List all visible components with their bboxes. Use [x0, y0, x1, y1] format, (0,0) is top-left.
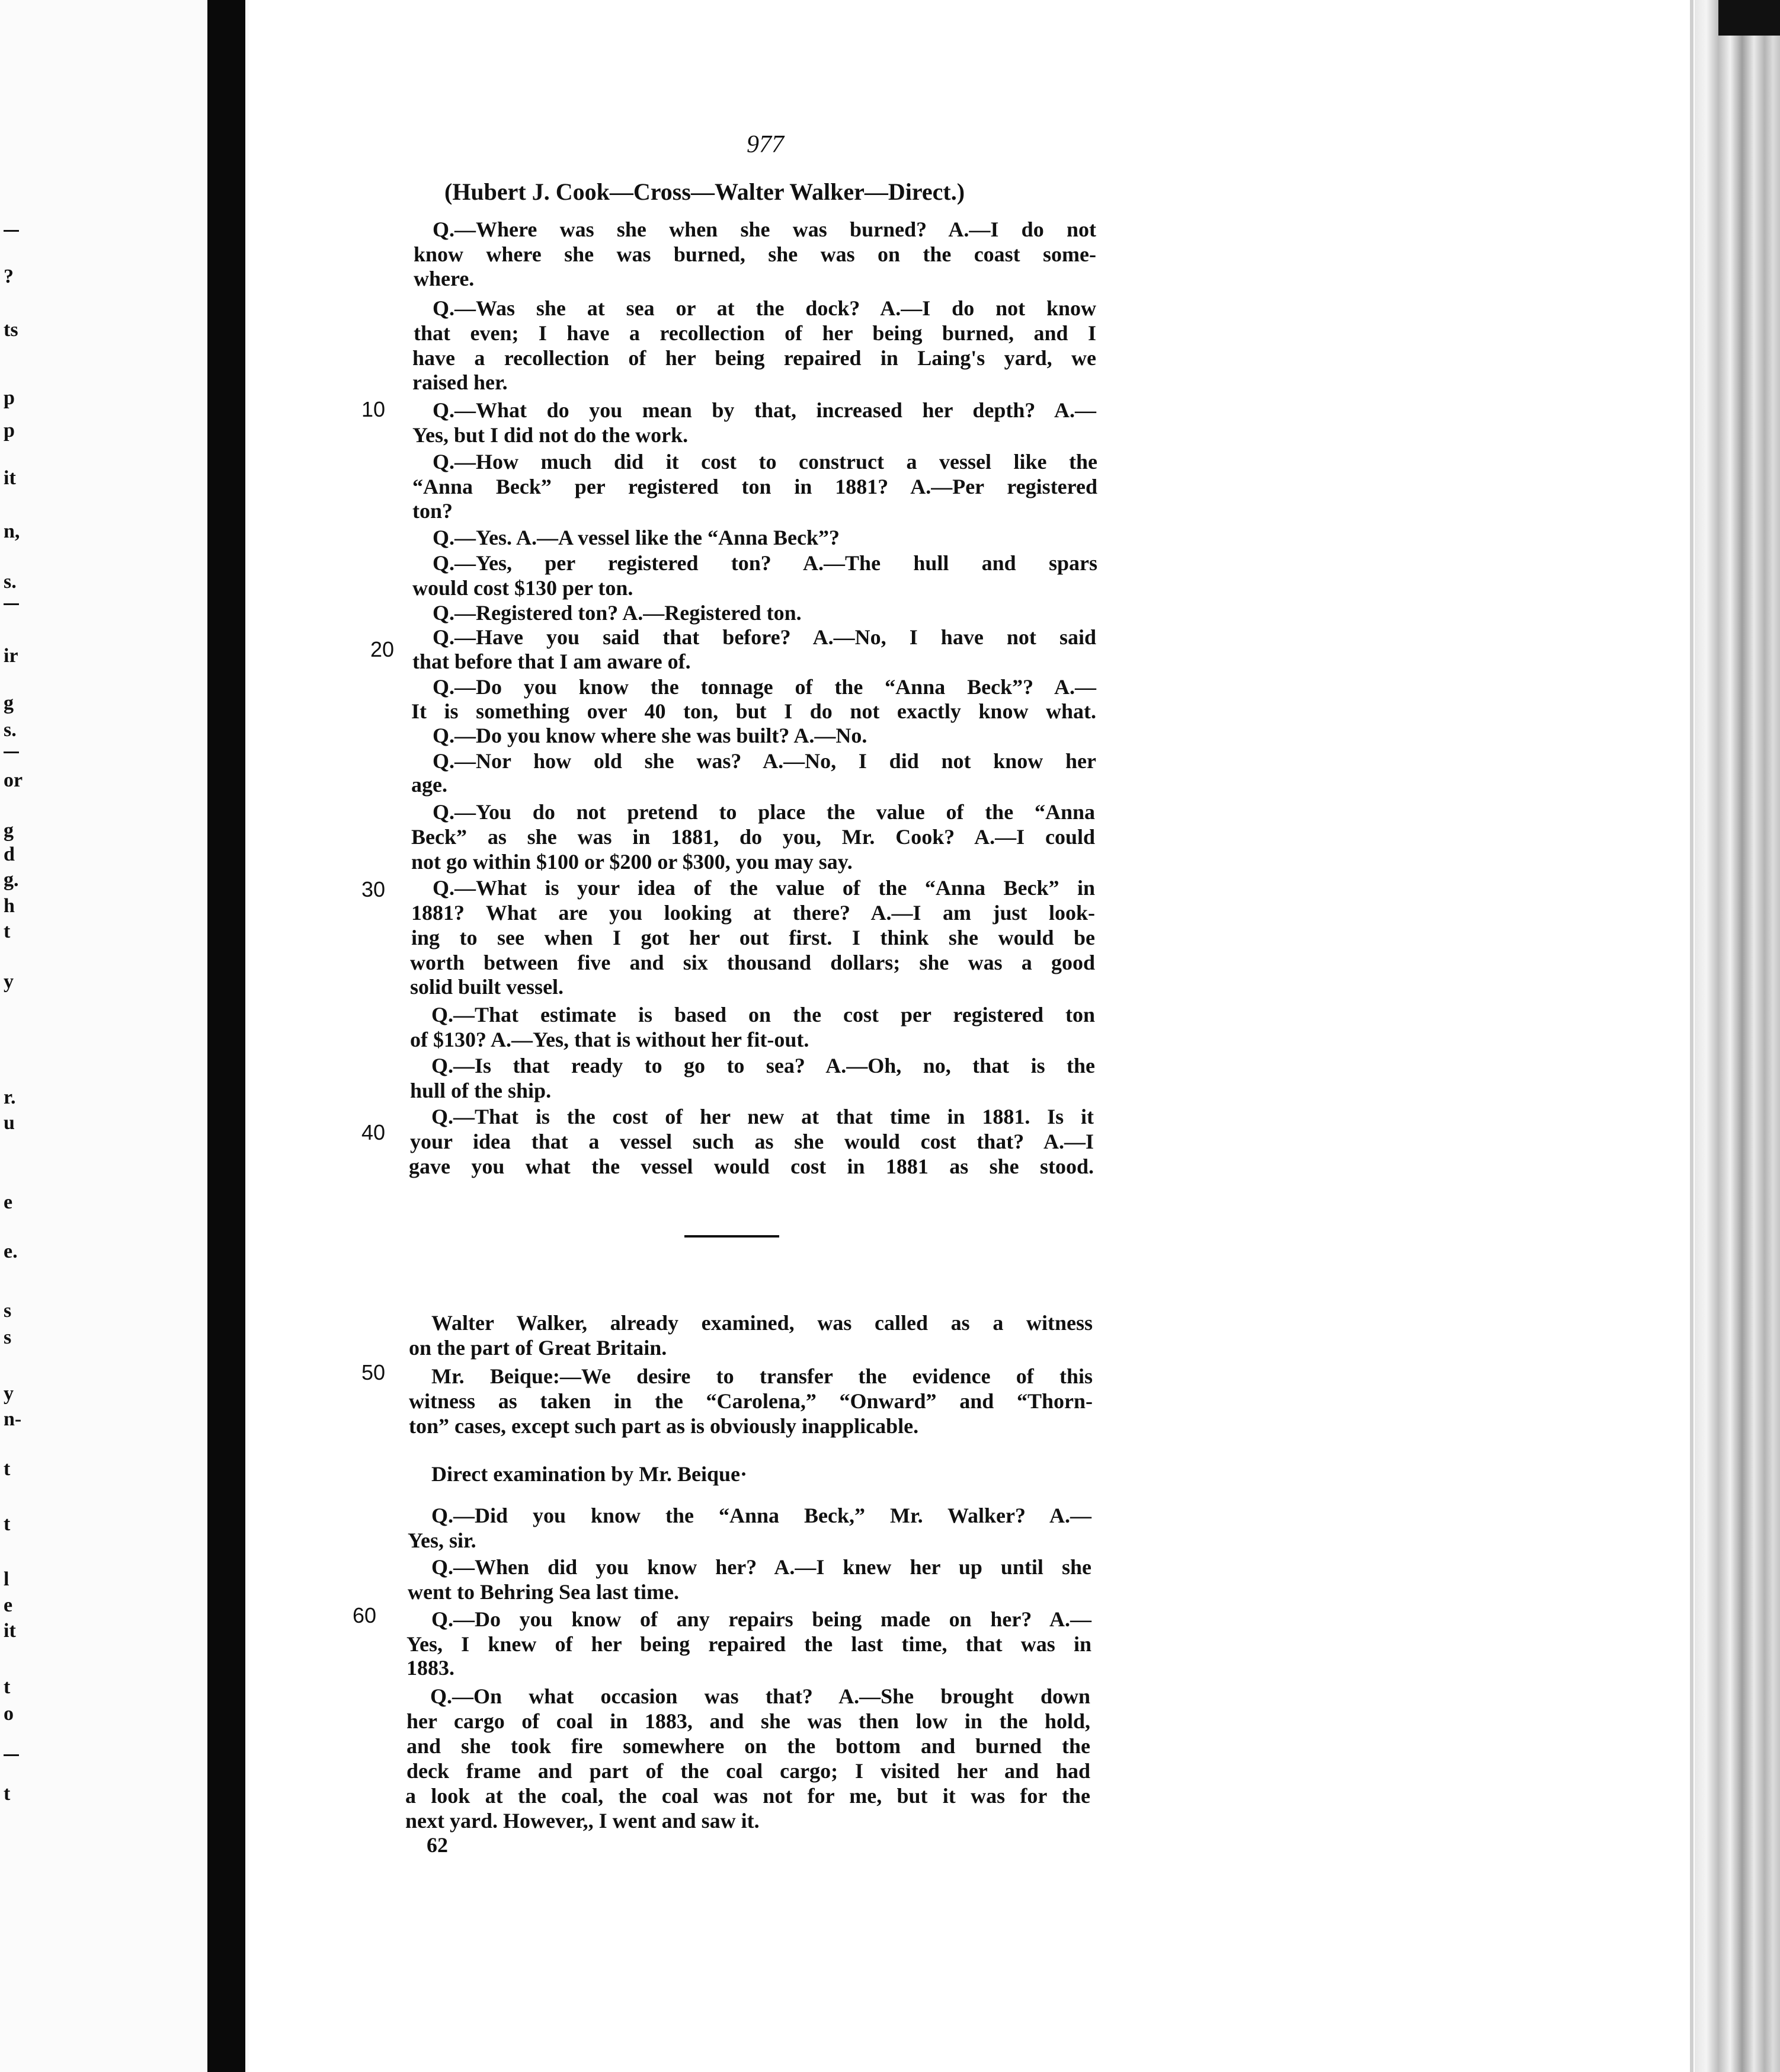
left-fragment: d [4, 843, 15, 865]
left-fragment: y [4, 971, 14, 993]
sheet-signature: 62 [427, 1833, 448, 1857]
left-fragment: p [4, 420, 15, 442]
left-fragment: n, [4, 520, 20, 542]
left-fragment: t [4, 1513, 11, 1535]
text-line: Walter Walker, already examined, was called as a witness [431, 1311, 1093, 1335]
text-line: Q.—Was she at sea or at the dock? A.—I do not know [433, 296, 1096, 320]
left-fragment: or [4, 769, 23, 791]
text-line: Yes, sir. [408, 1529, 476, 1552]
left-fragment: e [4, 1191, 13, 1213]
text-line: 1881? What are you looking at there? A.—I am just look- [411, 901, 1095, 925]
left-fragment: ts [4, 319, 18, 341]
page-heading: (Hubert J. Cook—Cross—Walter Walker—Direct.) [444, 178, 965, 205]
text-line: Q.—Yes, per registered ton? A.—The hull and spars [433, 551, 1097, 575]
text-line: solid built vessel. [410, 975, 564, 999]
text-line: Q.—How much did it cost to construct a vessel like the [433, 450, 1097, 474]
right-book-edge [1695, 0, 1780, 2072]
text-line: Q.—Registered ton? A.—Registered ton. [433, 601, 802, 625]
text-line: Q.—That is the cost of her new at that time in 1881. Is it [431, 1105, 1094, 1128]
left-fragment: it [4, 467, 16, 489]
text-line: It is something over 40 ton, but I do not exactly know what. [411, 699, 1096, 723]
left-fragment: g [4, 820, 14, 842]
line-number: 20 [370, 637, 395, 661]
left-fragment: u [4, 1112, 15, 1134]
text-line: Yes, I knew of her being repaired the last time, that was in [406, 1632, 1091, 1656]
page-number: 977 [747, 131, 784, 158]
text-line: age. [411, 773, 447, 797]
text-line: Q.—Do you know the tonnage of the “Anna Beck”? A.— [433, 675, 1096, 699]
left-fragment: s. [4, 719, 17, 741]
line-number: 30 [361, 877, 386, 901]
left-fragment: g [4, 692, 14, 714]
left-fragment: g. [4, 869, 19, 891]
text-line: gave you what the vessel would cost in 1881 as she stood. [409, 1155, 1094, 1178]
left-fragment: o [4, 1703, 14, 1725]
text-line: have a recollection of her being repaired in Laing's yard, we [412, 346, 1096, 370]
text-line: your idea that a vessel such as she would cost that? A.—I [410, 1130, 1094, 1153]
left-fragment: e. [4, 1240, 18, 1262]
text-line: Q.—On what occasion was that? A.—She brought down [430, 1684, 1090, 1708]
left-fragment: n- [4, 1408, 22, 1430]
text-line: not go within $100 or $200 or $300, you may say. [411, 850, 853, 874]
left-fragment: p [4, 387, 15, 409]
document-page [353, 119, 1138, 1897]
text-line: that even; I have a recollection of her being burned, and I [414, 321, 1096, 345]
text-line: Q.—When did you know her? A.—I knew her up until she [431, 1555, 1091, 1579]
text-line: Q.—Have you said that before? A.—No, I have not said [433, 625, 1096, 649]
top-right-binding-shadow [1718, 0, 1780, 36]
text-line: a look at the coal, the coal was not for me, but it was for the [405, 1784, 1090, 1808]
left-fragment: t [4, 1676, 11, 1698]
left-fragment: ? [4, 266, 14, 287]
text-line: 1883. [406, 1656, 454, 1680]
text-line: deck frame and part of the coal cargo; I visited her and had [406, 1759, 1090, 1783]
text-line: Q.—What do you mean by that, increased her depth? A.— [433, 398, 1096, 422]
text-line: and she took fire somewhere on the bottom and burned the [406, 1734, 1090, 1758]
text-line: Q.—Do you know where she was built? A.—No. [433, 724, 867, 747]
text-line: of $130? A.—Yes, that is without her fit-out. [410, 1028, 809, 1051]
text-line: Q.—That estimate is based on the cost per registered ton [431, 1003, 1095, 1027]
left-fragment: s. [4, 571, 17, 593]
line-number: 40 [361, 1120, 386, 1144]
left-fragment-rule [4, 1754, 19, 1756]
text-line: Q.—Did you know the “Anna Beck,” Mr. Walker? A.— [431, 1504, 1091, 1527]
text-line: would cost $130 per ton. [412, 576, 633, 600]
text-line: Q.—What is your idea of the value of the “Anna Beck” in [433, 876, 1095, 900]
text-line: ton? [412, 499, 453, 523]
text-line: Yes, but I did not do the work. [412, 423, 689, 447]
text-line: Q.—Yes. A.—A vessel like the “Anna Beck”? [433, 526, 840, 549]
left-fragment: t [4, 920, 11, 942]
left-fragment-rule [4, 603, 19, 605]
text-line: Beck” as she was in 1881, do you, Mr. Cook? A.—I could [411, 825, 1095, 849]
line-number: 10 [361, 397, 386, 421]
text-line: worth between five and six thousand dollars; she was a good [410, 951, 1095, 974]
left-fragment: s [4, 1326, 12, 1348]
section-separator [684, 1235, 779, 1238]
text-line: Mr. Beique:—We desire to transfer the evidence of this [431, 1364, 1093, 1388]
text-line: Q.—Do you know of any repairs being made on her? A.— [431, 1607, 1091, 1631]
left-fragment-rule [4, 752, 19, 753]
text-line: where. [414, 267, 475, 290]
left-fragment: r. [4, 1086, 16, 1108]
text-line: Q.—Where was she when she was burned? A.—I do not [433, 218, 1096, 241]
text-line: witness as taken in the “Carolena,” “Onward” and “Thorn- [409, 1389, 1093, 1413]
text-line: know where she was burned, she was on the coast some- [414, 242, 1096, 266]
text-line: Q.—Is that ready to go to sea? A.—Oh, no, that is the [431, 1054, 1095, 1077]
left-fragment: h [4, 895, 15, 917]
text-line: “Anna Beck” per registered ton in 1881? A.—Per registered [412, 475, 1097, 498]
text-line: that before that I am aware of. [412, 650, 691, 673]
right-page-edge-line [1690, 0, 1693, 2072]
text-line: ton” cases, except such part as is obviously inapplicable. [409, 1414, 919, 1438]
left-fragment: it [4, 1620, 16, 1642]
text-line: ing to see when I got her out first. I think she would be [411, 926, 1095, 949]
text-line: Q.—You do not pretend to place the value of the “Anna [433, 800, 1095, 824]
left-fragment: e [4, 1594, 13, 1616]
left-fragment: t [4, 1783, 11, 1805]
text-line: her cargo of coal in 1883, and she was then low in the hold, [406, 1709, 1090, 1733]
left-fragment: ir [4, 645, 18, 667]
left-fragment: s [4, 1300, 12, 1322]
text-line: went to Behring Sea last time. [408, 1580, 679, 1604]
left-fragment-rule [4, 230, 19, 232]
text-line: on the part of Great Britain. [409, 1336, 667, 1360]
left-binding-shadow [207, 0, 245, 2072]
line-number: 60 [353, 1603, 377, 1627]
left-page-fragments [0, 0, 53, 2072]
text-line: hull of the ship. [410, 1079, 552, 1102]
left-fragment: l [4, 1568, 9, 1590]
text-line: Q.—Nor how old she was? A.—No, I did not know her [433, 749, 1096, 773]
line-number: 50 [361, 1360, 386, 1384]
text-line: next yard. However,, I went and saw it. [405, 1809, 760, 1833]
text-line: Direct examination by Mr. Beique· [431, 1462, 747, 1486]
left-fragment: t [4, 1458, 11, 1480]
left-fragment: y [4, 1383, 14, 1405]
text-line: raised her. [412, 370, 508, 394]
